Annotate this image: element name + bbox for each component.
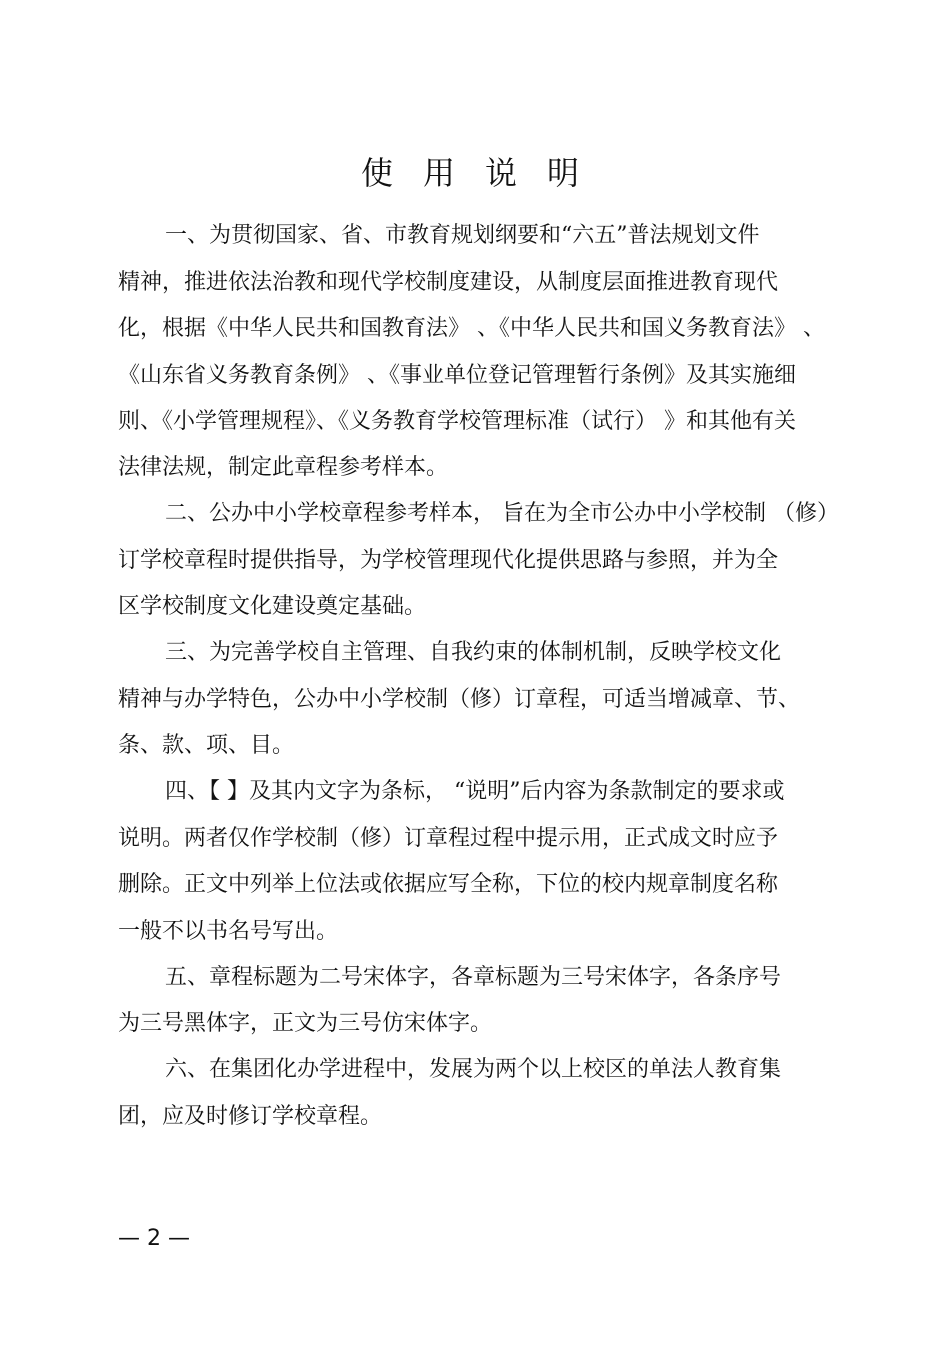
- paragraph-6-line-1: 六、在集团化办学进程中，发展为两个以上校区的单法人教育集: [165, 1057, 782, 1082]
- paragraph-6-line-2: 团，应及时修订学校章程。: [118, 1104, 383, 1129]
- paragraph-4-line-1: 四、【 】及其内文字为条标， “说明”后内容为条款制定的要求或: [165, 779, 785, 804]
- paragraph-1-line-2: 精神，推进依法治教和现代学校制度建设，从制度层面推进教育现代: [118, 270, 779, 295]
- paragraph-2-line-3: 区学校制度文化建设奠定基础。: [118, 594, 427, 619]
- page-number: — 2 —: [118, 1226, 190, 1251]
- paragraph-1-line-6: 法律法规，制定此章程参考样本。: [118, 455, 449, 480]
- paragraph-2-line-2: 订学校章程时提供指导，为学校管理现代化提供思路与参照，并为全: [118, 548, 779, 573]
- paragraph-4-line-2: 说明。两者仅作学校制（修）订章程过程中提示用，正式成文时应予: [118, 826, 779, 851]
- paragraph-3-line-1: 三、为完善学校自主管理、自我约束的体制机制，反映学校文化: [165, 640, 782, 665]
- paragraph-1-line-1: 一、为贯彻国家、省、市教育规划纲要和“六五”普法规划文件: [165, 223, 760, 248]
- paragraph-2-line-1: 二、公办中小学校章程参考样本， 旨在为全市公办中小学校制 （修）: [165, 501, 839, 526]
- paragraph-1-line-4: 《山东省义务教育条例》 、《事业单位登记管理暂行条例》及其实施细: [118, 363, 796, 388]
- paragraph-5-line-1: 五、章程标题为二号宋体字，各章标题为三号宋体字，各条序号: [165, 965, 782, 990]
- paragraph-5-line-2: 为三号黑体字，正文为三号仿宋体字。: [118, 1011, 493, 1036]
- paragraph-1-line-3: 化，根据《中华人民共和国教育法》 、《中华人民共和国义务教育法》 、: [118, 316, 825, 341]
- paragraph-3-line-3: 条、款、项、目。: [118, 733, 295, 758]
- paragraph-4-line-3: 删除。正文中列举上位法或依据应写全称，下位的校内规章制度名称: [118, 872, 779, 897]
- paragraph-1-line-5: 则、《小学管理规程》、《义务教育学校管理标准（试行） 》和其他有关: [118, 409, 796, 434]
- paragraph-4-line-4: 一般不以书名号写出。: [118, 919, 339, 944]
- page-title: 使用说明: [360, 154, 609, 192]
- paragraph-3-line-2: 精神与办学特色，公办中小学校制（修）订章程，可适当增减章、节、: [118, 687, 801, 712]
